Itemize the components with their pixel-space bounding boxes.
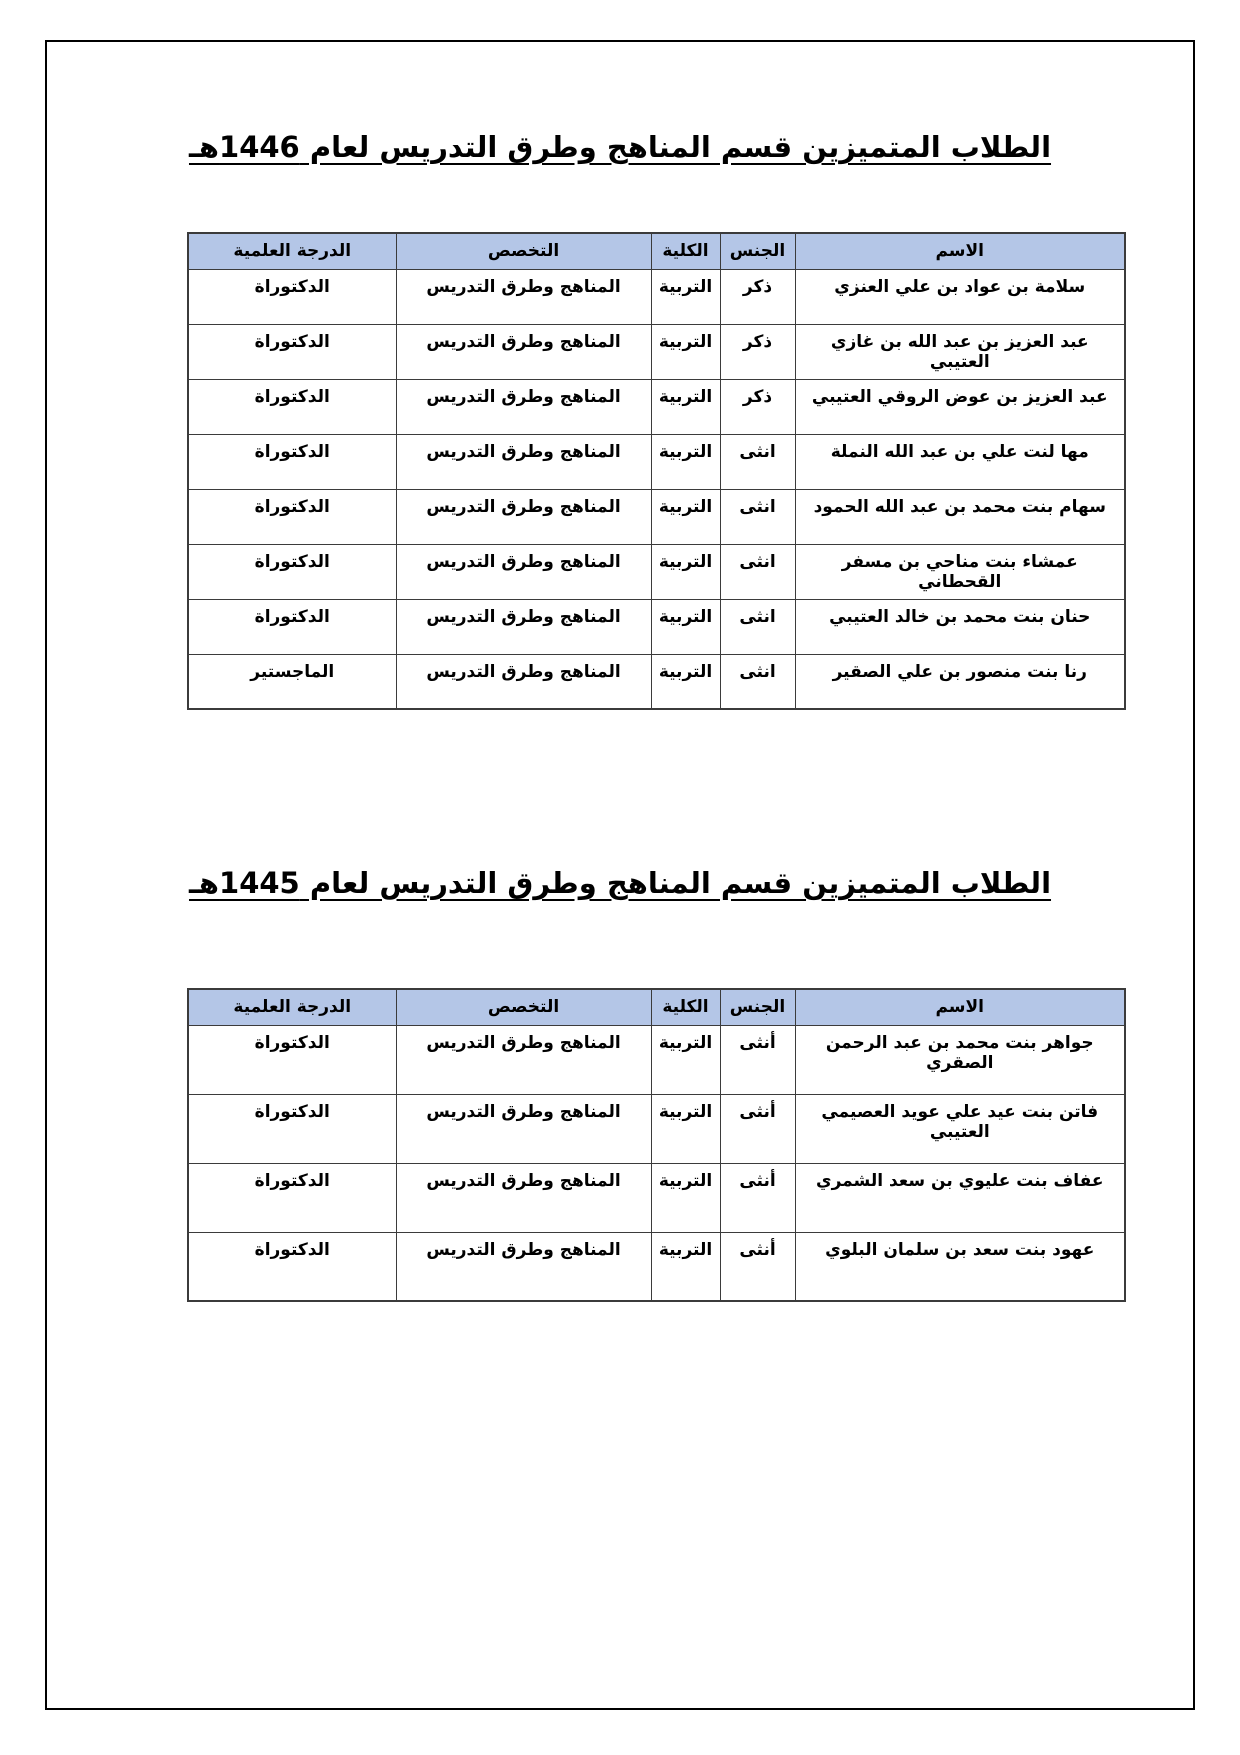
table-cell: التربية <box>651 324 720 379</box>
table-cell: الدكتوراة <box>188 544 396 599</box>
table-row <box>188 1025 1125 1094</box>
table-cell: أنثى <box>720 1232 795 1301</box>
table-cell: التربية <box>651 654 720 709</box>
table-cell: التربية <box>651 599 720 654</box>
table-cell: الدكتوراة <box>188 489 396 544</box>
table-cell: سلامة بن عواد بن علي العنزي <box>795 269 1125 324</box>
header-row <box>188 989 1125 1025</box>
table-row <box>188 1163 1125 1232</box>
table-cell: التربية <box>651 379 720 434</box>
table-cell: المناهج وطرق التدريس <box>396 654 651 709</box>
students-table-1445 <box>187 988 1126 1302</box>
table-cell: المناهج وطرق التدريس <box>396 599 651 654</box>
table-cell: التربية <box>651 489 720 544</box>
table-cell: المناهج وطرق التدريس <box>396 544 651 599</box>
table-cell: الماجستير <box>188 654 396 709</box>
table-cell: ذكر <box>720 269 795 324</box>
students-table-1446 <box>187 232 1126 710</box>
table-cell: التربية <box>651 1025 720 1094</box>
table-cell: انثى <box>720 654 795 709</box>
table-cell: حنان بنت محمد بن خالد العتيبي <box>795 599 1125 654</box>
table-cell: انثى <box>720 489 795 544</box>
header-cell: الدرجة العلمية <box>188 233 396 269</box>
table-cell: ذكر <box>720 324 795 379</box>
table-cell: التربية <box>651 1232 720 1301</box>
table-row <box>188 269 1125 324</box>
table-row <box>188 379 1125 434</box>
table-cell: المناهج وطرق التدريس <box>396 489 651 544</box>
table-cell: الدكتوراة <box>188 1025 396 1094</box>
table-cell: المناهج وطرق التدريس <box>396 324 651 379</box>
table-row <box>188 1094 1125 1163</box>
header-cell: الاسم <box>795 233 1125 269</box>
table-row <box>188 324 1125 379</box>
table-cell: أنثى <box>720 1094 795 1163</box>
table-cell: انثى <box>720 544 795 599</box>
table-cell: المناهج وطرق التدريس <box>396 1025 651 1094</box>
header-cell: التخصص <box>396 989 651 1025</box>
table-row <box>188 544 1125 599</box>
table-cell: التربية <box>651 544 720 599</box>
table-row <box>188 434 1125 489</box>
header-cell: الكلية <box>651 233 720 269</box>
table-cell: التربية <box>651 1094 720 1163</box>
header-cell: الاسم <box>795 989 1125 1025</box>
header-cell: الجنس <box>720 989 795 1025</box>
table-cell: فاتن بنت عيد علي عويد العصيمي العتيبي <box>795 1094 1125 1163</box>
table-cell: الدكتوراة <box>188 434 396 489</box>
table-cell: رنا بنت منصور بن علي الصقير <box>795 654 1125 709</box>
table-cell: عهود بنت سعد بن سلمان البلوي <box>795 1232 1125 1301</box>
section-title-1445: الطلاب المتميزين قسم المناهج وطرق التدريس لعام 1445هـ <box>188 866 1052 900</box>
table-cell: انثى <box>720 599 795 654</box>
table-cell: التربية <box>651 1163 720 1232</box>
table-cell: الدكتوراة <box>188 379 396 434</box>
table-cell: التربية <box>651 434 720 489</box>
header-cell: الكلية <box>651 989 720 1025</box>
table-cell: المناهج وطرق التدريس <box>396 1163 651 1232</box>
table-cell: انثى <box>720 434 795 489</box>
table-cell: أنثى <box>720 1163 795 1232</box>
table-row <box>188 599 1125 654</box>
table-cell: المناهج وطرق التدريس <box>396 434 651 489</box>
table-cell: الدكتوراة <box>188 324 396 379</box>
table-cell: التربية <box>651 269 720 324</box>
table-cell: عبد العزيز بن عبد الله بن غازي العتيبي <box>795 324 1125 379</box>
table-row <box>188 489 1125 544</box>
table-cell: أنثى <box>720 1025 795 1094</box>
table-cell: ذكر <box>720 379 795 434</box>
table-cell: مها لنت علي بن عبد الله النملة <box>795 434 1125 489</box>
table-row <box>188 1232 1125 1301</box>
header-cell: الدرجة العلمية <box>188 989 396 1025</box>
table-cell: الدكتوراة <box>188 269 396 324</box>
table-cell: جواهر بنت محمد بن عبد الرحمن الصقري <box>795 1025 1125 1094</box>
table-cell: المناهج وطرق التدريس <box>396 379 651 434</box>
header-row <box>188 233 1125 269</box>
table-cell: الدكتوراة <box>188 1163 396 1232</box>
table-cell: عبد العزيز بن عوض الروقي العتيبي <box>795 379 1125 434</box>
table-cell: سهام بنت محمد بن عبد الله الحمود <box>795 489 1125 544</box>
section-title-1446: الطلاب المتميزين قسم المناهج وطرق التدريس لعام 1446هـ <box>188 130 1052 164</box>
table-cell: الدكتوراة <box>188 599 396 654</box>
table-cell: الدكتوراة <box>188 1094 396 1163</box>
table-cell: عمشاء بنت مناحي بن مسفر القحطاني <box>795 544 1125 599</box>
table-cell: المناهج وطرق التدريس <box>396 269 651 324</box>
table-cell: الدكتوراة <box>188 1232 396 1301</box>
table-cell: عفاف بنت عليوي بن سعد الشمري <box>795 1163 1125 1232</box>
header-cell: الجنس <box>720 233 795 269</box>
header-cell: التخصص <box>396 233 651 269</box>
table-row <box>188 654 1125 709</box>
table-cell: المناهج وطرق التدريس <box>396 1094 651 1163</box>
table-cell: المناهج وطرق التدريس <box>396 1232 651 1301</box>
